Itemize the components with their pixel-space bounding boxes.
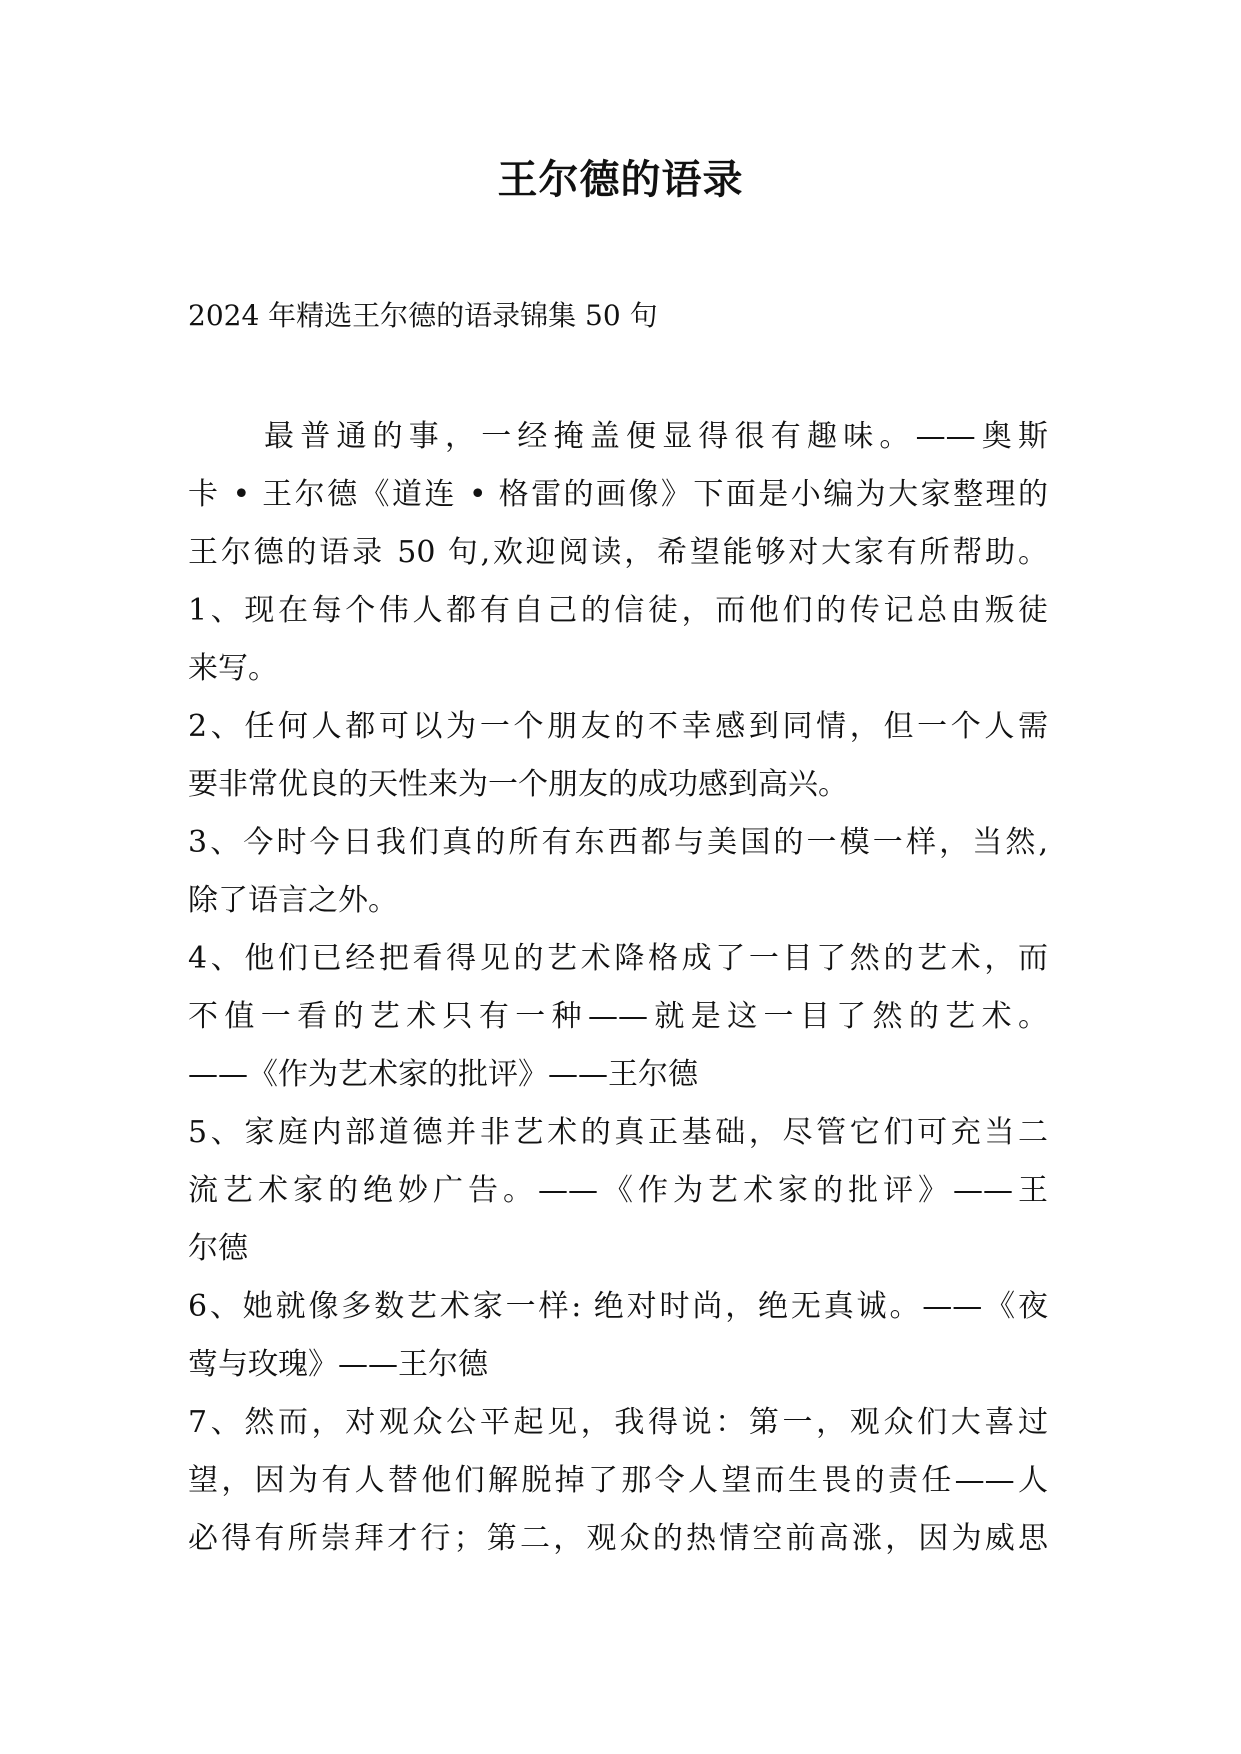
- text-line: 莺与玫瑰》——王尔德: [188, 1347, 488, 1382]
- text-line: 3、今时今日我们真的所有东西都与美国的一模一样，当然,: [188, 825, 1048, 860]
- text-line: 王尔德的语录 50 句,欢迎阅读，希望能够对大家有所帮助。: [188, 535, 1048, 570]
- text-line: ——《作为艺术家的批评》——王尔德: [188, 1057, 698, 1092]
- text-line: 来写。: [188, 651, 278, 686]
- text-line: 卡 • 王尔德《道连 • 格雷的画像》下面是小编为大家整理的: [188, 477, 1048, 512]
- text-line: 7、然而，对观众公平起见，我得说：第一，观众们大喜过: [188, 1405, 1048, 1440]
- text-line: 望，因为有人替他们解脱掉了那令人望而生畏的责任——人: [188, 1463, 1048, 1498]
- text-line: 不值一看的艺术只有一种——就是这一目了然的艺术。: [188, 999, 1048, 1034]
- document-body: [188, 408, 1048, 1568]
- text-line: 2、任何人都可以为一个朋友的不幸感到同情，但一个人需: [188, 709, 1048, 744]
- text-line: 5、家庭内部道德并非艺术的真正基础，尽管它们可充当二: [188, 1115, 1048, 1150]
- text-line: 要非常优良的天性来为一个朋友的成功感到高兴。: [188, 767, 848, 802]
- text-line: 1、现在每个伟人都有自己的信徒，而他们的传记总由叛徒: [188, 593, 1048, 628]
- page-title: 王尔德的语录: [497, 157, 744, 203]
- text-line: 流艺术家的绝妙广告。——《作为艺术家的批评》——王: [188, 1173, 1048, 1208]
- document-subtitle: 2024 年精选王尔德的语录锦集 50 句: [188, 299, 658, 332]
- text-line: 6、她就像多数艺术家一样: 绝对时尚，绝无真诚。——《夜: [188, 1289, 1048, 1324]
- text-line: 4、他们已经把看得见的艺术降格成了一目了然的艺术，而: [188, 941, 1048, 976]
- text-line: 必得有所崇拜才行；第二，观众的热情空前高涨，因为威思: [188, 1521, 1048, 1556]
- text-line: 除了语言之外。: [188, 883, 398, 918]
- text-line: 最普通的事，一经掩盖便显得很有趣味。——奥斯: [264, 419, 1048, 454]
- text-line: 尔德: [188, 1231, 248, 1266]
